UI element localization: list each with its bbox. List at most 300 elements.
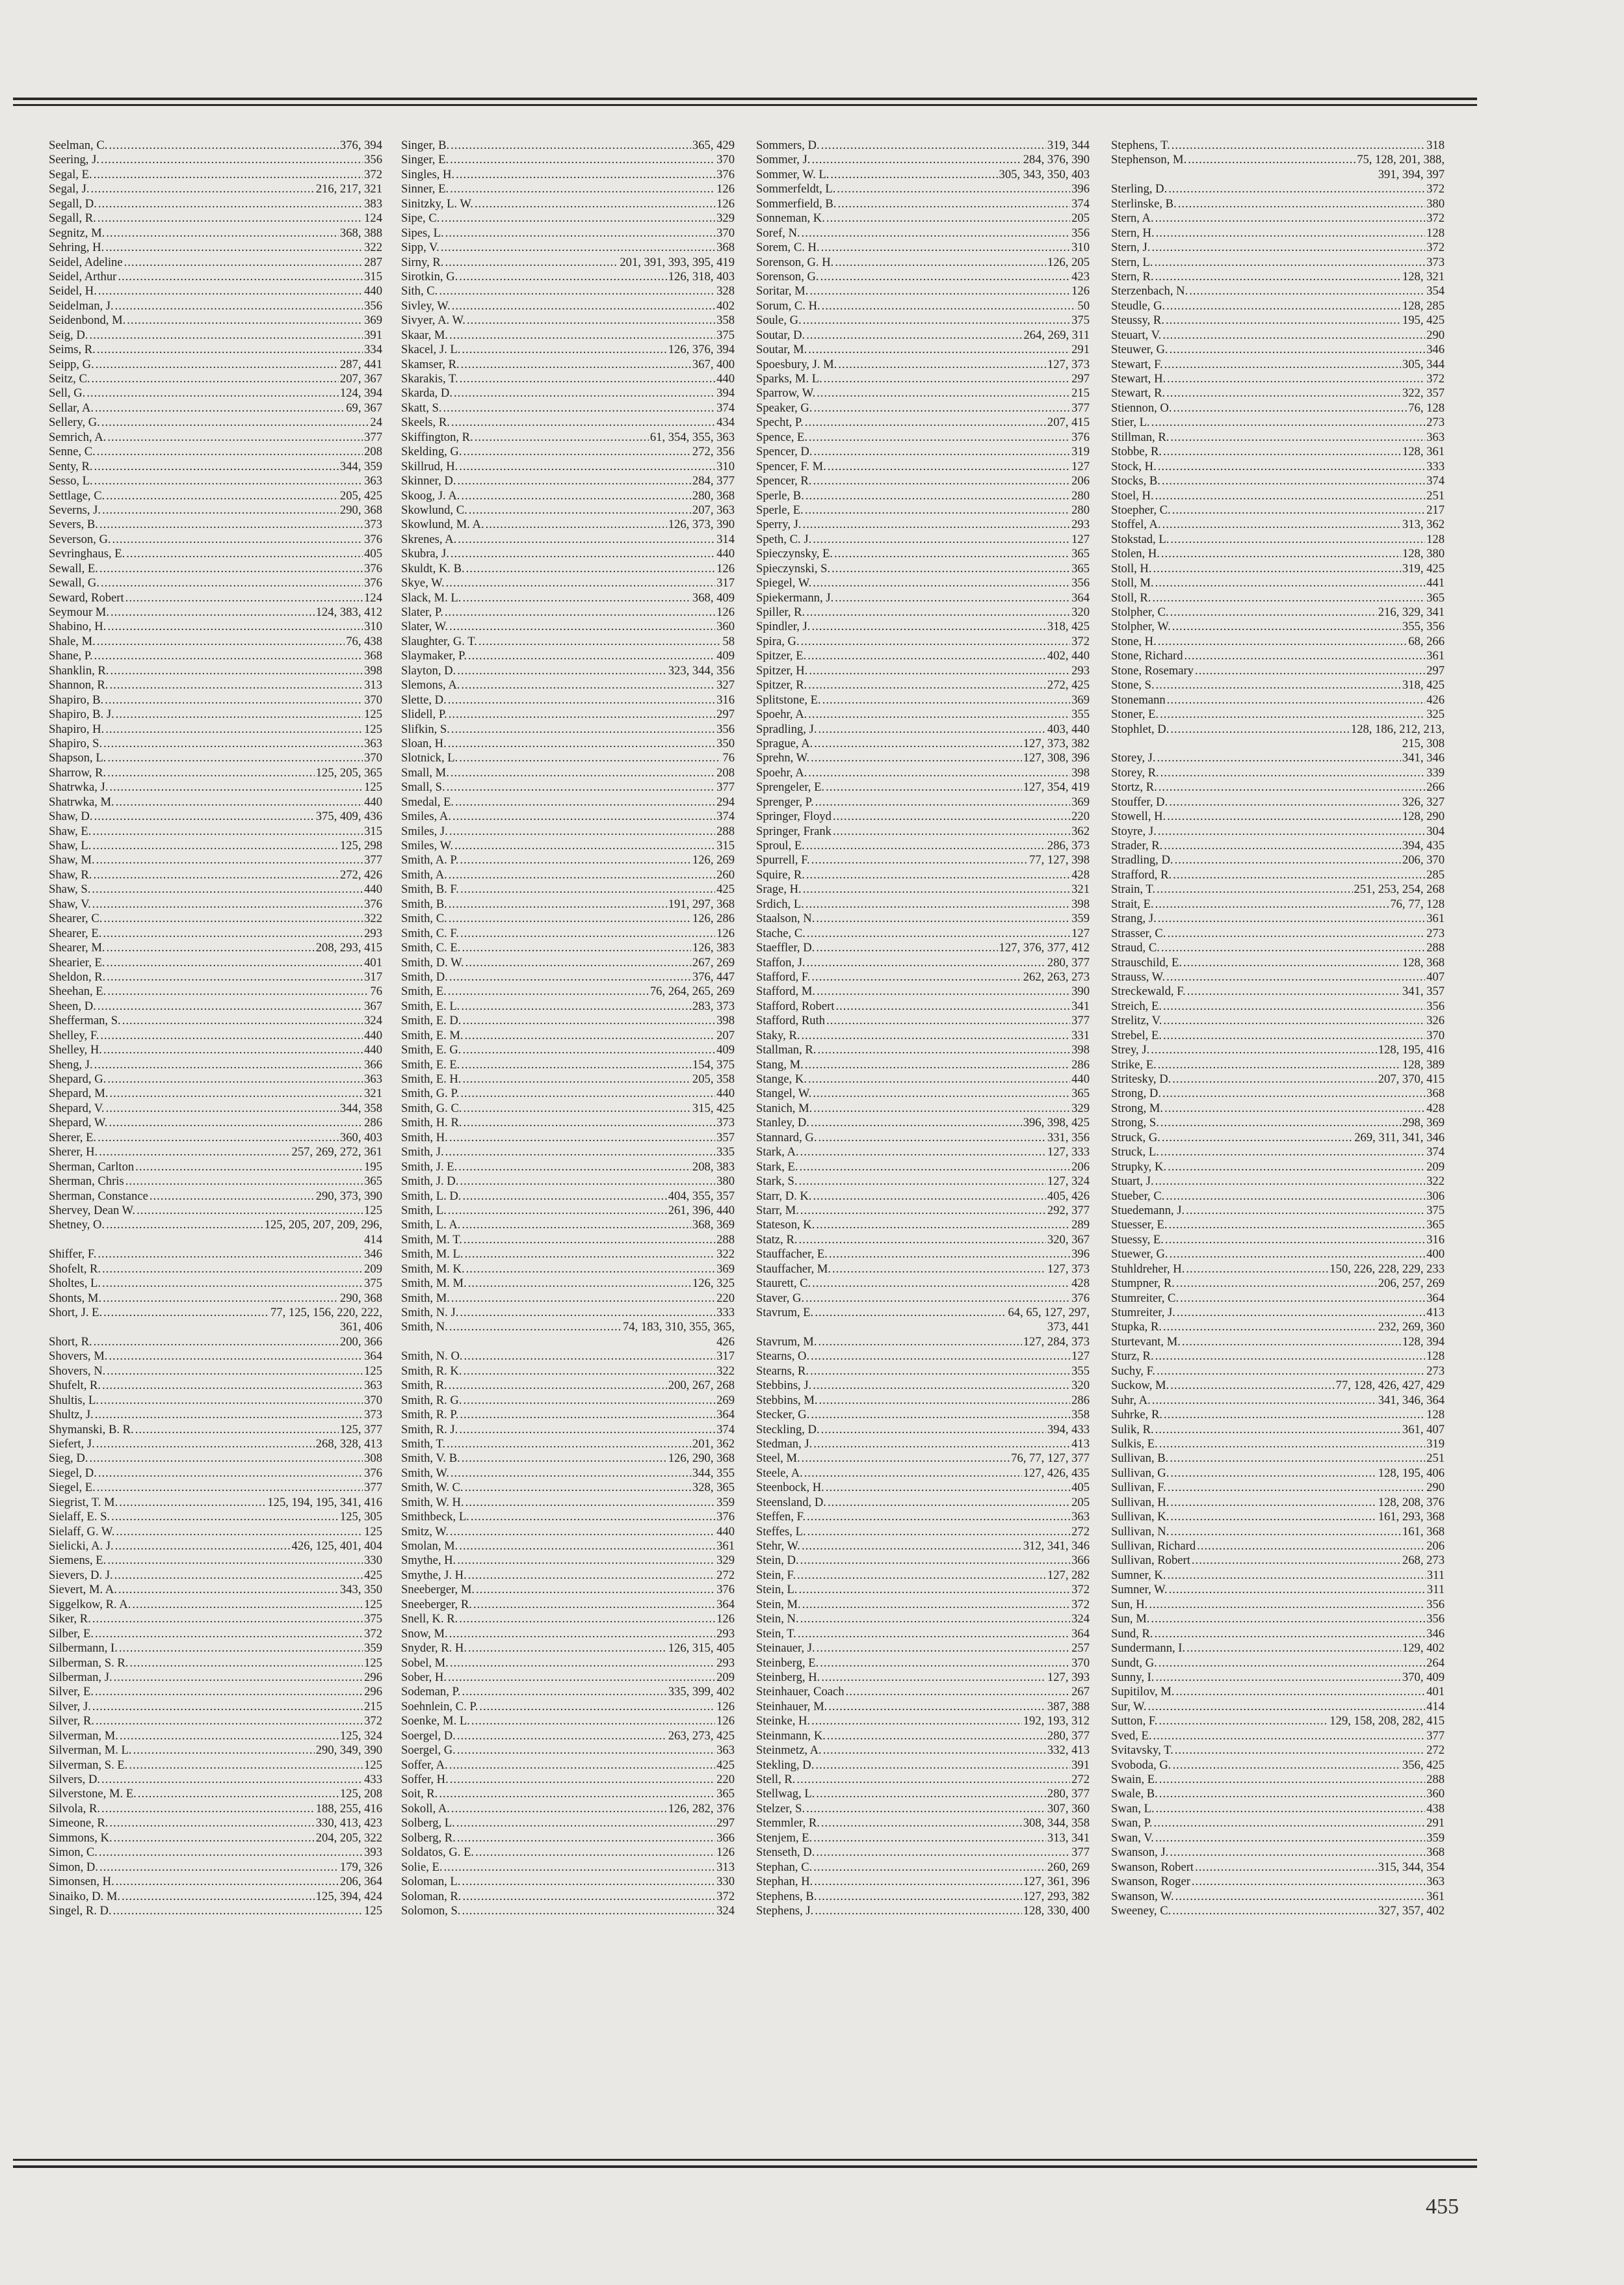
leader-dots <box>478 635 722 649</box>
leader-dots <box>103 737 363 751</box>
leader-dots <box>98 211 363 226</box>
entry-pages: 128 <box>1426 532 1445 546</box>
index-entry <box>49 358 382 372</box>
index-entry <box>49 401 382 416</box>
leader-dots <box>464 1102 691 1116</box>
entry-name: Smith, W. <box>401 1466 449 1480</box>
entry-pages: 376 <box>1071 1291 1090 1305</box>
entry-name: Streckewald, F. <box>1111 984 1186 999</box>
entry-name: Springer, Frank <box>756 824 832 838</box>
index-entry <box>401 1802 735 1816</box>
entry-pages: 362 <box>1071 824 1090 838</box>
entry-pages: 315 <box>364 269 382 284</box>
index-entry <box>1111 1058 1445 1072</box>
index-entry <box>49 1451 382 1466</box>
index-entry <box>756 839 1090 853</box>
index-entry <box>401 197 735 211</box>
entry-pages: 207, 415 <box>1047 416 1090 430</box>
leader-dots <box>833 825 1070 839</box>
entry-pages: 368 <box>364 649 382 663</box>
index-entry <box>756 1029 1090 1043</box>
index-entry <box>401 1291 735 1306</box>
leader-dots <box>99 518 363 532</box>
leader-dots <box>814 737 1021 751</box>
leader-dots <box>460 1087 715 1101</box>
index-entry <box>1111 722 1445 737</box>
leader-dots <box>1170 343 1426 357</box>
entry-name: Suckow, M. <box>1111 1379 1170 1393</box>
leader-dots <box>1156 226 1425 241</box>
entry-pages: 263, 273, 425 <box>668 1728 735 1743</box>
index-entry <box>49 1714 382 1728</box>
index-entry <box>49 256 382 270</box>
entry-name: Sterlinske, B. <box>1111 196 1177 211</box>
index-entry <box>756 1160 1090 1174</box>
leader-dots <box>449 1131 715 1145</box>
entry-pages: 355, 356 <box>1402 620 1445 634</box>
leader-dots <box>459 751 721 765</box>
entry-pages: 313 <box>364 678 382 693</box>
entry-name: Sielicki, A. J. <box>49 1539 114 1553</box>
index-entry <box>756 605 1090 620</box>
index-entry <box>49 1539 382 1553</box>
leader-dots <box>821 1816 1022 1830</box>
entry-pages: 363 <box>1426 1875 1445 1889</box>
entry-name: Sevringhaus, E. <box>49 547 125 561</box>
entry-pages: 315 <box>716 839 735 852</box>
entry-pages: 207, 363 <box>692 503 735 517</box>
entry-name: Smith, C. E. <box>401 941 461 955</box>
leader-dots <box>464 1349 716 1364</box>
entry-name: Shymanski, B. R. <box>49 1422 134 1436</box>
entry-pages: 127, 373 <box>1047 357 1090 371</box>
entry-pages: 127, 376, 377, 412 <box>999 941 1090 955</box>
entry-name: Stephan, H. <box>756 1875 813 1889</box>
leader-dots <box>103 912 363 926</box>
entry-pages: 313 <box>716 1860 735 1874</box>
entry-pages: 356 <box>364 153 382 167</box>
entry-name: Seidelman, J. <box>49 298 114 313</box>
leader-dots <box>450 1773 715 1787</box>
index-entry <box>1111 503 1445 518</box>
entry-pages: 414 <box>364 1232 382 1247</box>
leader-dots <box>846 1685 1071 1699</box>
entry-pages: 273 <box>1426 1364 1445 1378</box>
entry-pages: 365 <box>1071 547 1090 561</box>
entry-name: Steinauer, J. <box>756 1641 815 1656</box>
entry-pages: 438 <box>1426 1801 1445 1816</box>
leader-dots <box>1173 868 1425 882</box>
entry-pages: 50 <box>1077 298 1090 313</box>
entry-pages: 290, 373, 390 <box>315 1189 382 1203</box>
index-entry <box>49 1189 382 1204</box>
leader-dots <box>96 1714 363 1728</box>
entry-pages: 280 <box>1071 503 1090 517</box>
index-entry <box>1111 868 1445 882</box>
entry-name: Steinmann, K. <box>756 1728 826 1743</box>
index-entry <box>1111 1262 1445 1276</box>
leader-dots <box>459 1612 715 1626</box>
leader-dots <box>808 766 1070 780</box>
leader-dots <box>464 1233 715 1247</box>
leader-dots <box>1186 1641 1401 1656</box>
entry-name: Stewart, H. <box>1111 372 1166 386</box>
entry-name: Snow, M. <box>401 1626 448 1641</box>
index-entry <box>49 474 382 488</box>
entry-name: Shearier, E. <box>49 955 105 970</box>
index-entry <box>756 1379 1090 1393</box>
leader-dots <box>466 562 715 576</box>
leader-dots <box>826 211 1070 226</box>
entry-pages: 375 <box>1071 313 1090 328</box>
entry-name: Silber, E. <box>49 1626 94 1641</box>
index-entry <box>401 1131 735 1145</box>
entry-pages: 262, 263, 273 <box>1023 970 1090 984</box>
entry-pages: 287, 441 <box>339 357 382 371</box>
index-entry <box>756 1320 1090 1334</box>
leader-dots <box>92 1612 363 1626</box>
index-entry <box>49 810 382 824</box>
entry-name: Stange, K. <box>756 1072 807 1086</box>
entry-name: Stone, Richard <box>1111 649 1183 663</box>
entry-pages: 126, 269 <box>692 853 735 867</box>
leader-dots <box>99 1145 290 1159</box>
index-entry <box>1111 1437 1445 1451</box>
index-entry <box>756 168 1090 182</box>
entry-pages: 329 <box>1071 1101 1090 1115</box>
index-entry <box>756 226 1090 241</box>
entry-name: Singel, R. D. <box>49 1903 112 1918</box>
index-entry <box>756 1072 1090 1087</box>
entry-name: Shovers, M. <box>49 1349 108 1364</box>
entry-name: Stellwag, L. <box>756 1787 815 1801</box>
entry-name: Sesso, L. <box>49 474 93 488</box>
leader-dots <box>445 1145 715 1159</box>
entry-pages: 125 <box>364 1203 382 1217</box>
leader-dots <box>829 1247 1070 1261</box>
index-entry <box>1111 941 1445 955</box>
entry-pages: 376 <box>716 1510 735 1524</box>
leader-dots <box>1155 270 1401 284</box>
index-entry <box>1111 256 1445 270</box>
leader-dots <box>1154 1816 1426 1830</box>
entry-pages: 128, 394 <box>1402 1334 1445 1349</box>
entry-name: Segal, E. <box>49 167 92 181</box>
entry-name: Swan, P. <box>1111 1816 1153 1830</box>
entry-name: Sorenson, G. H. <box>756 255 834 269</box>
index-entry <box>1111 358 1445 372</box>
index-entry <box>401 737 735 751</box>
entry-name: Shultis, L. <box>49 1393 99 1407</box>
entry-pages: 323, 344, 356 <box>668 663 735 678</box>
leader-dots <box>1175 1685 1425 1699</box>
entry-pages: 368 <box>716 241 735 255</box>
index-entry <box>1111 518 1445 532</box>
entry-name: Strey, J. <box>1111 1043 1150 1057</box>
leader-dots <box>1160 707 1425 722</box>
entry-name: Spiekermann, J. <box>756 590 834 605</box>
entry-name: Sterling, D. <box>1111 182 1168 196</box>
index-entry <box>1111 1116 1445 1130</box>
leader-dots <box>837 197 1070 211</box>
entry-pages: 288 <box>716 824 735 838</box>
index-entry <box>756 284 1090 298</box>
index-entry <box>49 386 382 401</box>
index-entry <box>1111 795 1445 810</box>
leader-dots <box>450 1656 715 1671</box>
leader-dots <box>1182 1335 1401 1349</box>
bottom-rule-thick <box>13 2165 1477 2168</box>
entry-name: Stateson, K. <box>756 1218 815 1232</box>
leader-dots <box>1163 999 1425 1014</box>
index-entry <box>49 1247 382 1261</box>
leader-dots <box>98 999 363 1014</box>
entry-name: Smythe, H. <box>401 1553 456 1568</box>
entry-pages: 373 <box>1426 255 1445 269</box>
entry-name: Smith, J. D. <box>401 1174 459 1189</box>
leader-dots <box>99 1860 339 1875</box>
leader-dots <box>813 1379 1070 1393</box>
entry-pages: 264, 269, 311 <box>1023 328 1090 342</box>
entry-pages: 366 <box>1071 1553 1090 1568</box>
entry-name: Sprehn, W. <box>756 751 810 765</box>
entry-pages: 127 <box>1071 459 1090 473</box>
leader-dots <box>806 1802 1046 1816</box>
leader-dots <box>835 256 1046 270</box>
leader-dots <box>98 1247 363 1261</box>
entry-pages: 374 <box>1071 196 1090 211</box>
index-entry <box>49 518 382 532</box>
entry-pages: 356 <box>1071 576 1090 590</box>
index-entry <box>401 1408 735 1422</box>
entry-pages: 405, 426 <box>1047 1189 1090 1203</box>
index-entry <box>49 226 382 241</box>
index-entry <box>49 1656 382 1671</box>
entry-name: Staeffler, D. <box>756 941 815 955</box>
index-entry <box>401 1890 735 1904</box>
leader-dots <box>813 474 1071 488</box>
index-entry <box>1111 1481 1445 1495</box>
leader-dots <box>96 1437 315 1451</box>
index-entry <box>756 1437 1090 1451</box>
index-entry <box>756 1131 1090 1145</box>
index-entry <box>401 533 735 547</box>
leader-dots <box>1170 1466 1376 1481</box>
entry-name: Sparrow, W. <box>756 386 816 401</box>
entry-pages: 383 <box>364 196 382 211</box>
leader-dots <box>111 605 315 620</box>
entry-name: Shapiro, H. <box>49 722 105 736</box>
leader-dots <box>460 1306 715 1320</box>
entry-name: Stavrum, E. <box>756 1306 814 1319</box>
entry-name: Seering, J. <box>49 153 99 167</box>
entry-pages: 316 <box>1426 1232 1445 1247</box>
entry-name: Skuldt, K. B. <box>401 561 465 575</box>
entry-pages: 434 <box>716 416 735 430</box>
entry-pages: 400 <box>1426 1247 1445 1261</box>
entry-name: Strebel, E. <box>1111 1028 1162 1042</box>
entry-pages: 127, 361, 396 <box>1023 1875 1090 1889</box>
entry-pages: 310 <box>364 620 382 634</box>
entry-name: Stein, D. <box>756 1553 799 1568</box>
index-entry <box>1111 1831 1445 1845</box>
leader-dots <box>106 489 339 503</box>
entry-name: Spoehr, A. <box>756 765 807 780</box>
entry-pages: 286, 373 <box>1047 839 1090 852</box>
index-entry <box>1111 853 1445 867</box>
index-entry <box>49 1685 382 1699</box>
entry-name: Sneeberger, R. <box>401 1597 472 1611</box>
entry-name: Slaymaker, P. <box>401 649 467 663</box>
entry-pages: 69, 367 <box>346 401 382 415</box>
entry-name: Swanson, Roger <box>1111 1875 1190 1889</box>
entry-pages: 125, 298 <box>339 839 382 852</box>
entry-pages: 280 <box>1071 488 1090 503</box>
index-entry <box>49 1102 382 1116</box>
entry-pages: 127 <box>1071 532 1090 546</box>
entry-pages: 125 <box>364 1656 382 1670</box>
leader-dots <box>1162 1087 1425 1101</box>
index-entry <box>1111 1510 1445 1524</box>
entry-name: Sobel, M. <box>401 1656 449 1670</box>
index-entry <box>401 956 735 970</box>
index-entry <box>756 1218 1090 1232</box>
index-entry <box>1111 533 1445 547</box>
index-entry <box>1111 825 1445 839</box>
index-entry <box>756 313 1090 328</box>
leader-dots <box>98 197 363 211</box>
entry-pages: 297 <box>1426 663 1445 678</box>
leader-dots <box>816 1218 1070 1232</box>
entry-pages: 376 <box>364 897 382 911</box>
entry-name: Smith, C. F. <box>401 926 459 940</box>
index-entry <box>1111 810 1445 824</box>
entry-name: Stemmler, R. <box>756 1816 820 1830</box>
index-entry <box>49 299 382 313</box>
leader-dots <box>86 386 339 401</box>
leader-dots <box>451 1466 691 1481</box>
entry-name: Steenbock, H. <box>756 1481 824 1495</box>
entry-pages: 364 <box>716 1408 735 1422</box>
index-entry <box>756 1729 1090 1743</box>
index-entry <box>401 1525 735 1539</box>
top-rule-thick <box>13 98 1477 100</box>
leader-dots <box>1164 839 1401 853</box>
leader-dots <box>473 1598 715 1612</box>
entry-pages: 220 <box>716 1291 735 1305</box>
entry-pages: 285 <box>1426 867 1445 882</box>
entry-pages: 201, 391, 393, 395, 419 <box>620 255 735 269</box>
entry-name: Sorum, C. H. <box>756 298 820 313</box>
index-entry <box>1111 1204 1445 1218</box>
entry-name: Stephens, B. <box>756 1889 817 1903</box>
entry-pages: 365 <box>1426 1218 1445 1232</box>
entry-name: Sullivan, G. <box>1111 1466 1170 1480</box>
entry-pages: 205 <box>1071 1495 1090 1509</box>
entry-pages: 76, 77, 127, 377 <box>1011 1451 1090 1466</box>
entry-name: Stewart, F. <box>1111 357 1163 371</box>
entry-name: Smith, R. P. <box>401 1408 459 1422</box>
index-entry <box>49 270 382 284</box>
entry-pages: 126 <box>716 1612 735 1626</box>
entry-name: Svitavsky, T. <box>1111 1743 1173 1758</box>
entry-pages: 372 <box>716 1889 735 1903</box>
leader-dots <box>107 430 363 445</box>
entry-pages: 150, 226, 228, 229, 233 <box>1329 1261 1445 1276</box>
entry-pages: 209 <box>716 1670 735 1684</box>
leader-dots <box>457 1553 715 1568</box>
entry-pages: 328 <box>716 284 735 298</box>
entry-name: Shatrwka, J. <box>49 780 109 795</box>
entry-pages: 126, 383 <box>692 941 735 955</box>
entry-pages: 404, 355, 357 <box>668 1189 735 1203</box>
index-entry <box>49 1481 382 1495</box>
leader-dots <box>441 211 715 226</box>
index-entry <box>401 970 735 984</box>
leader-dots <box>1175 853 1401 867</box>
entry-name: Sperle, B. <box>756 488 804 503</box>
entry-pages: 359 <box>364 1641 382 1656</box>
entry-name: Siefert, J. <box>49 1436 95 1451</box>
index-entry <box>401 1087 735 1101</box>
entry-pages: 280, 377 <box>1047 1728 1090 1743</box>
entry-pages: 440 <box>364 1028 382 1042</box>
entry-name: Steuwer, G. <box>1111 343 1168 357</box>
index-entry <box>401 445 735 459</box>
index-entry <box>756 1102 1090 1116</box>
entry-name: Swanson, J. <box>1111 1845 1169 1860</box>
index-entry <box>1111 1349 1445 1364</box>
index-entry <box>1111 707 1445 722</box>
entry-pages: 124 <box>364 590 382 605</box>
entry-pages: 364 <box>1426 1291 1445 1305</box>
leader-dots <box>116 795 363 810</box>
leader-dots <box>1162 328 1425 343</box>
entry-pages: 440 <box>1071 1072 1090 1086</box>
entry-name: Steinberg, E. <box>756 1656 819 1670</box>
index-entry <box>49 1306 382 1320</box>
entry-name: Strain, T. <box>1111 882 1156 897</box>
leader-dots <box>135 1160 363 1174</box>
index-entry <box>49 1583 382 1597</box>
leader-dots <box>462 1890 715 1904</box>
index-entry <box>49 1598 382 1612</box>
entry-pages: 307, 360 <box>1047 1801 1090 1816</box>
index-entry <box>401 1598 735 1612</box>
index-entry <box>49 1131 382 1145</box>
leader-dots <box>807 1525 1071 1539</box>
entry-name: Smith, M. K. <box>401 1261 465 1276</box>
entry-pages: 330 <box>364 1553 382 1568</box>
leader-dots <box>126 547 363 561</box>
leader-dots <box>1151 1043 1377 1057</box>
index-entry <box>1111 1233 1445 1247</box>
leader-dots <box>460 1174 715 1189</box>
leader-dots <box>118 1583 339 1597</box>
entry-name: Skeels, R. <box>401 416 450 430</box>
entry-name: Smith, A. <box>401 867 447 882</box>
leader-dots <box>100 1393 363 1408</box>
index-entry <box>756 707 1090 722</box>
entry-pages: 74, 183, 310, 355, 365, <box>623 1320 735 1334</box>
index-entry <box>1111 1423 1445 1437</box>
entry-name: Statz, R. <box>756 1232 798 1247</box>
entry-name: Silver, R. <box>49 1714 95 1728</box>
index-entry <box>401 1029 735 1043</box>
entry-pages: 268, 273 <box>1402 1553 1445 1568</box>
entry-pages: 394, 435 <box>1402 839 1445 852</box>
index-entry <box>1111 1087 1445 1101</box>
